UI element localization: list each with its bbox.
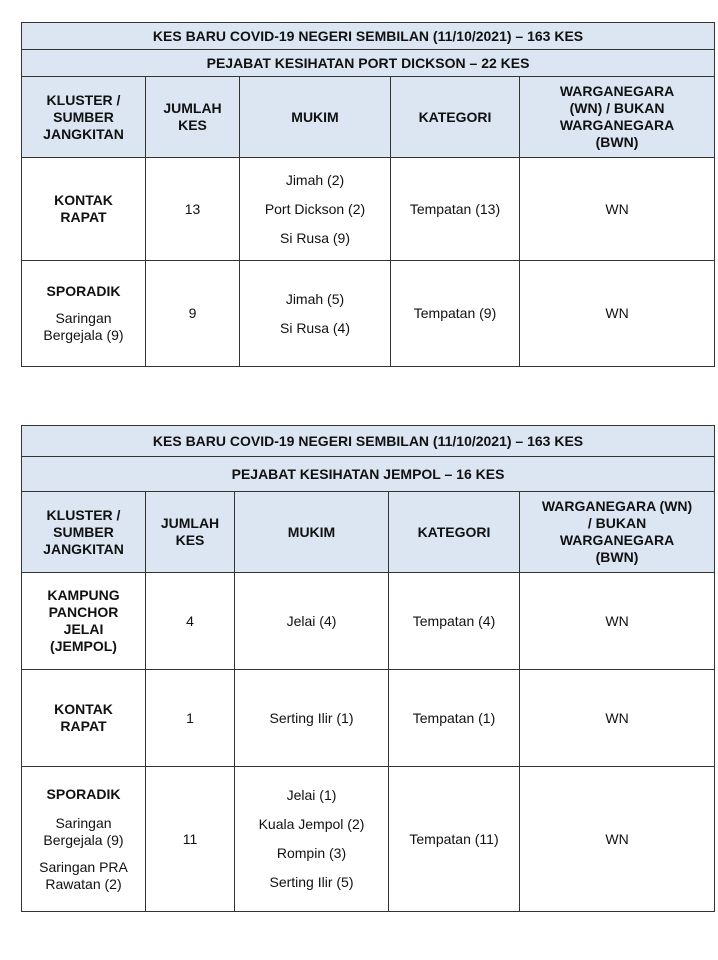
cell-mukim: Jelai (1) Kuala Jempol (2) Rompin (3) Serting Ilir (5)	[235, 767, 389, 912]
cell-jumlah: 11	[146, 767, 235, 912]
cell-wn: WN	[520, 573, 715, 670]
cell-wn: WN	[520, 767, 715, 912]
table-row	[22, 670, 715, 767]
office-title: PEJABAT KESIHATAN PORT DICKSON – 22 KES	[22, 50, 715, 77]
table-row	[22, 573, 715, 670]
header-kluster: KLUSTER / SUMBER JANGKITAN	[22, 77, 146, 158]
header-jumlah: JUMLAH KES	[146, 492, 235, 573]
cell-jumlah: 13	[146, 158, 240, 261]
header-kategori: KATEGORI	[389, 492, 520, 573]
table-banner: KES BARU COVID-19 NEGERI SEMBILAN (11/10/2021) – 163 KES	[22, 23, 715, 50]
table-row	[22, 158, 715, 261]
cell-mukim: Jelai (4)	[235, 573, 389, 670]
header-mukim: MUKIM	[235, 492, 389, 573]
header-mukim: MUKIM	[240, 77, 391, 158]
header-kategori: KATEGORI	[391, 77, 520, 158]
table-port-dickson	[21, 22, 715, 367]
table-row	[22, 767, 715, 912]
cell-kluster: KONTAK RAPAT	[22, 158, 146, 261]
cell-mukim: Serting Ilir (1)	[235, 670, 389, 767]
cell-kategori: Tempatan (4)	[389, 573, 520, 670]
header-wn: WARGANEGARA (WN) / BUKAN WARGANEGARA (BWN)	[520, 77, 715, 158]
cell-kluster: KAMPUNG PANCHOR JELAI (JEMPOL)	[22, 573, 146, 670]
cell-jumlah: 1	[146, 670, 235, 767]
office-title: PEJABAT KESIHATAN JEMPOL – 16 KES	[22, 457, 715, 492]
header-wn: WARGANEGARA (WN) / BUKAN WARGANEGARA (BWN)	[520, 492, 715, 573]
cell-kluster: SPORADIK Saringan Bergejala (9)	[22, 261, 146, 367]
cell-kategori: Tempatan (11)	[389, 767, 520, 912]
cell-kategori: Tempatan (1)	[389, 670, 520, 767]
cell-kluster: KONTAK RAPAT	[22, 670, 146, 767]
cell-wn: WN	[520, 261, 715, 367]
table-jempol	[21, 425, 715, 912]
table-row	[22, 261, 715, 367]
cell-wn: WN	[520, 158, 715, 261]
cell-kategori: Tempatan (13)	[391, 158, 520, 261]
header-jumlah: JUMLAH KES	[146, 77, 240, 158]
cell-jumlah: 9	[146, 261, 240, 367]
cell-mukim: Jimah (5) Si Rusa (4)	[240, 261, 391, 367]
cell-wn: WN	[520, 670, 715, 767]
table-banner: KES BARU COVID-19 NEGERI SEMBILAN (11/10/2021) – 163 KES	[22, 426, 715, 457]
header-kluster: KLUSTER / SUMBER JANGKITAN	[22, 492, 146, 573]
cell-kluster: SPORADIK Saringan Bergejala (9) Saringan PRA Rawatan (2)	[22, 767, 146, 912]
cell-kategori: Tempatan (9)	[391, 261, 520, 367]
cell-mukim: Jimah (2) Port Dickson (2) Si Rusa (9)	[240, 158, 391, 261]
cell-jumlah: 4	[146, 573, 235, 670]
